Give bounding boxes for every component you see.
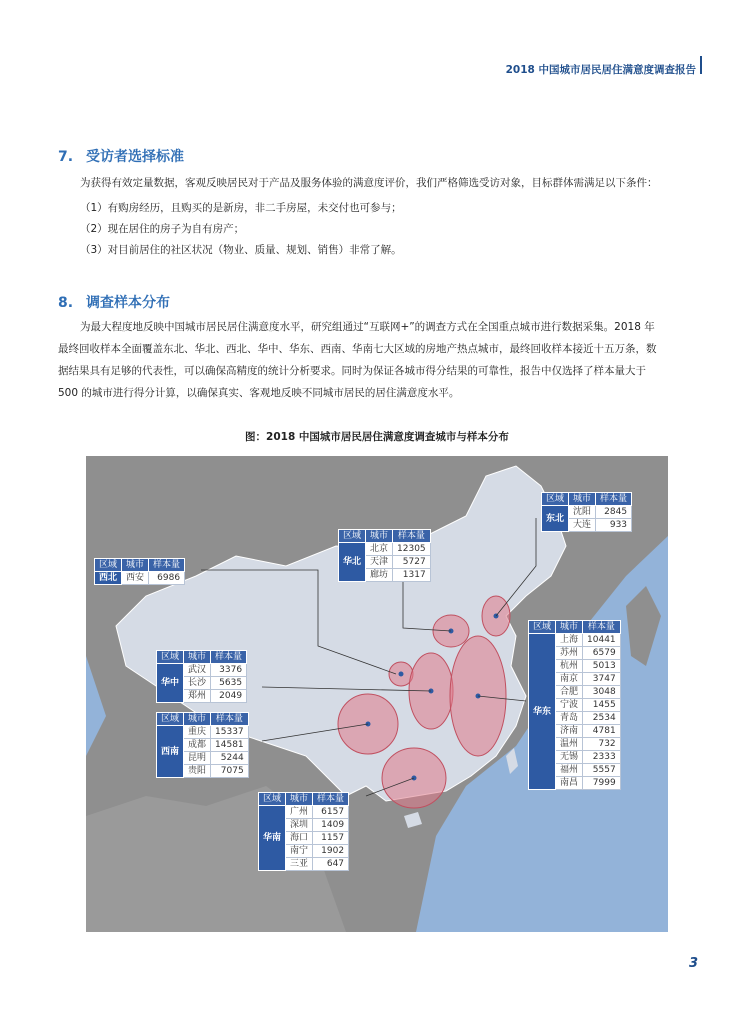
table-header-row <box>157 713 249 726</box>
sample-cell: 933 <box>596 519 632 532</box>
col-region: 区域 <box>259 793 286 806</box>
sample-cell: 10441 <box>583 634 621 647</box>
col-region: 区域 <box>542 493 569 506</box>
sample-cell: 6579 <box>583 647 621 660</box>
table-row <box>529 634 621 647</box>
col-sample: 样本量 <box>583 621 621 634</box>
section-8-line-1: 为最大程度地反映中国城市居民居住满意度水平，研究组通过“互联网+”的调查方式在全国重点城市进行数据采集。2018 年 <box>80 321 655 333</box>
table-northeast <box>541 492 632 532</box>
criteria-item-3: （3）对目前居住的社区状况（物业、质量、规划、销售）非常了解。 <box>80 244 402 256</box>
col-sample: 样本量 <box>596 493 632 506</box>
sample-cell: 2333 <box>583 751 621 764</box>
report-header-title: 2018 中国城市居民居住满意度调查报告 <box>505 64 696 76</box>
city-cell: 郑州 <box>184 690 211 703</box>
table-header-row <box>157 651 247 664</box>
region-cell: 华北 <box>339 543 366 582</box>
sample-cell: 5244 <box>211 752 249 765</box>
city-cell: 天津 <box>366 556 393 569</box>
sample-cell: 5727 <box>393 556 431 569</box>
sample-cell: 647 <box>313 858 349 871</box>
table-row <box>339 543 431 556</box>
sample-cell: 3048 <box>583 686 621 699</box>
section-8-number: 8. <box>58 295 74 311</box>
city-cell: 南昌 <box>556 777 583 790</box>
japan-land <box>626 586 661 666</box>
city-cell: 福州 <box>556 764 583 777</box>
col-city: 城市 <box>569 493 596 506</box>
col-city: 城市 <box>286 793 313 806</box>
city-cell: 贵阳 <box>184 765 211 778</box>
table-header-row <box>542 493 632 506</box>
criteria-item-2: （2）现在居住的房子为自有房产； <box>80 223 245 235</box>
sample-cell: 7999 <box>583 777 621 790</box>
table-row <box>157 664 247 677</box>
city-cell: 济南 <box>556 725 583 738</box>
sample-cell: 3376 <box>211 664 247 677</box>
table-north <box>338 529 431 582</box>
region-cell: 华南 <box>259 806 286 871</box>
table-row <box>157 726 249 739</box>
table-header-row <box>259 793 349 806</box>
sample-cell: 6157 <box>313 806 349 819</box>
city-cell: 昆明 <box>184 752 211 765</box>
col-region: 区域 <box>157 651 184 664</box>
header-accent-bar <box>700 56 702 74</box>
city-cell: 温州 <box>556 738 583 751</box>
sample-cell: 2845 <box>596 506 632 519</box>
col-sample: 样本量 <box>211 713 249 726</box>
city-cell: 三亚 <box>286 858 313 871</box>
city-cell: 深圳 <box>286 819 313 832</box>
region-cell: 华东 <box>529 634 556 790</box>
city-cell: 合肥 <box>556 686 583 699</box>
criteria-item-1: （1）有购房经历，且购买的是新房，非二手房屋，未交付也可参与； <box>80 202 402 214</box>
col-city: 城市 <box>122 559 149 572</box>
table-central <box>156 650 247 703</box>
city-cell: 武汉 <box>184 664 211 677</box>
col-sample: 样本量 <box>393 530 431 543</box>
section-8-title <box>58 292 170 312</box>
city-cell: 青岛 <box>556 712 583 725</box>
col-sample: 样本量 <box>211 651 247 664</box>
section-8-title-text: 调查样本分布 <box>86 295 170 311</box>
table-header-row <box>529 621 621 634</box>
region-cell: 华中 <box>157 664 184 703</box>
city-cell: 宁波 <box>556 699 583 712</box>
city-cell: 北京 <box>366 543 393 556</box>
city-cell: 广州 <box>286 806 313 819</box>
city-cell: 沈阳 <box>569 506 596 519</box>
region-cell: 东北 <box>542 506 569 532</box>
city-cell: 苏州 <box>556 647 583 660</box>
city-cell: 无锡 <box>556 751 583 764</box>
sample-cell: 4781 <box>583 725 621 738</box>
sample-cell: 1902 <box>313 845 349 858</box>
col-region: 区域 <box>95 559 122 572</box>
sample-cell: 732 <box>583 738 621 751</box>
city-cell: 重庆 <box>184 726 211 739</box>
col-city: 城市 <box>366 530 393 543</box>
sample-cell: 1157 <box>313 832 349 845</box>
region-cell: 西北 <box>95 572 122 585</box>
sample-cell: 14581 <box>211 739 249 752</box>
city-cell: 大连 <box>569 519 596 532</box>
col-city: 城市 <box>184 651 211 664</box>
city-cell: 西安 <box>122 572 149 585</box>
sample-cell: 2049 <box>211 690 247 703</box>
sample-cell: 1409 <box>313 819 349 832</box>
city-cell: 杭州 <box>556 660 583 673</box>
region-cell: 西南 <box>157 726 184 778</box>
sample-cell: 5557 <box>583 764 621 777</box>
col-region: 区域 <box>529 621 556 634</box>
table-southwest <box>156 712 249 778</box>
city-cell: 海口 <box>286 832 313 845</box>
table-row <box>259 806 349 819</box>
table-header-row <box>339 530 431 543</box>
sample-cell: 5635 <box>211 677 247 690</box>
table-row <box>95 572 185 585</box>
sample-cell: 5013 <box>583 660 621 673</box>
city-cell: 南宁 <box>286 845 313 858</box>
section-7-title-text: 受访者选择标准 <box>86 149 184 165</box>
table-south <box>258 792 349 871</box>
col-city: 城市 <box>556 621 583 634</box>
city-cell: 南京 <box>556 673 583 686</box>
city-cell: 上海 <box>556 634 583 647</box>
table-east <box>528 620 621 790</box>
section-7-title <box>58 146 184 166</box>
section-7-intro: 为获得有效定量数据，客观反映居民对于产品及服务体验的满意度评价，我们严格筛选受访对象，目标群体需满足以下条件： <box>80 177 658 189</box>
col-sample: 样本量 <box>313 793 349 806</box>
table-row <box>542 506 632 519</box>
china-sample-map <box>86 456 668 932</box>
city-dot <box>399 672 404 677</box>
sample-cell: 2534 <box>583 712 621 725</box>
col-city: 城市 <box>184 713 211 726</box>
section-8-line-2: 最终回收样本全面覆盖东北、华北、西北、华中、华东、西南、华南七大区域的房地产热点城市，最终回收样本接近十五万条，数 <box>58 343 657 355</box>
city-cell: 成都 <box>184 739 211 752</box>
sample-cell: 15337 <box>211 726 249 739</box>
city-cell: 长沙 <box>184 677 211 690</box>
sample-cell: 7075 <box>211 765 249 778</box>
table-header-row <box>95 559 185 572</box>
section-7-number: 7. <box>58 149 74 165</box>
city-cell: 廊坊 <box>366 569 393 582</box>
page-number: 3 <box>688 956 698 971</box>
section-8-line-4: 500 的城市进行得分计算，以确保真实、客观地反映不同城市居民的居住满意度水平。 <box>58 387 460 399</box>
sample-cell: 1317 <box>393 569 431 582</box>
col-region: 区域 <box>339 530 366 543</box>
section-8-line-3: 据结果具有足够的代表性，可以确保高精度的统计分析要求。同时为保证各城市得分结果的可靠性，报告中仅选择了样本量大于 <box>58 365 646 377</box>
sample-cell: 3747 <box>583 673 621 686</box>
sample-cell: 6986 <box>149 572 185 585</box>
sample-cell: 1455 <box>583 699 621 712</box>
figure-caption: 图：2018 中国城市居民居住满意度调查城市与样本分布 <box>245 431 509 443</box>
table-northwest <box>94 558 185 585</box>
sample-cell: 12305 <box>393 543 431 556</box>
col-region: 区域 <box>157 713 184 726</box>
col-sample: 样本量 <box>149 559 185 572</box>
